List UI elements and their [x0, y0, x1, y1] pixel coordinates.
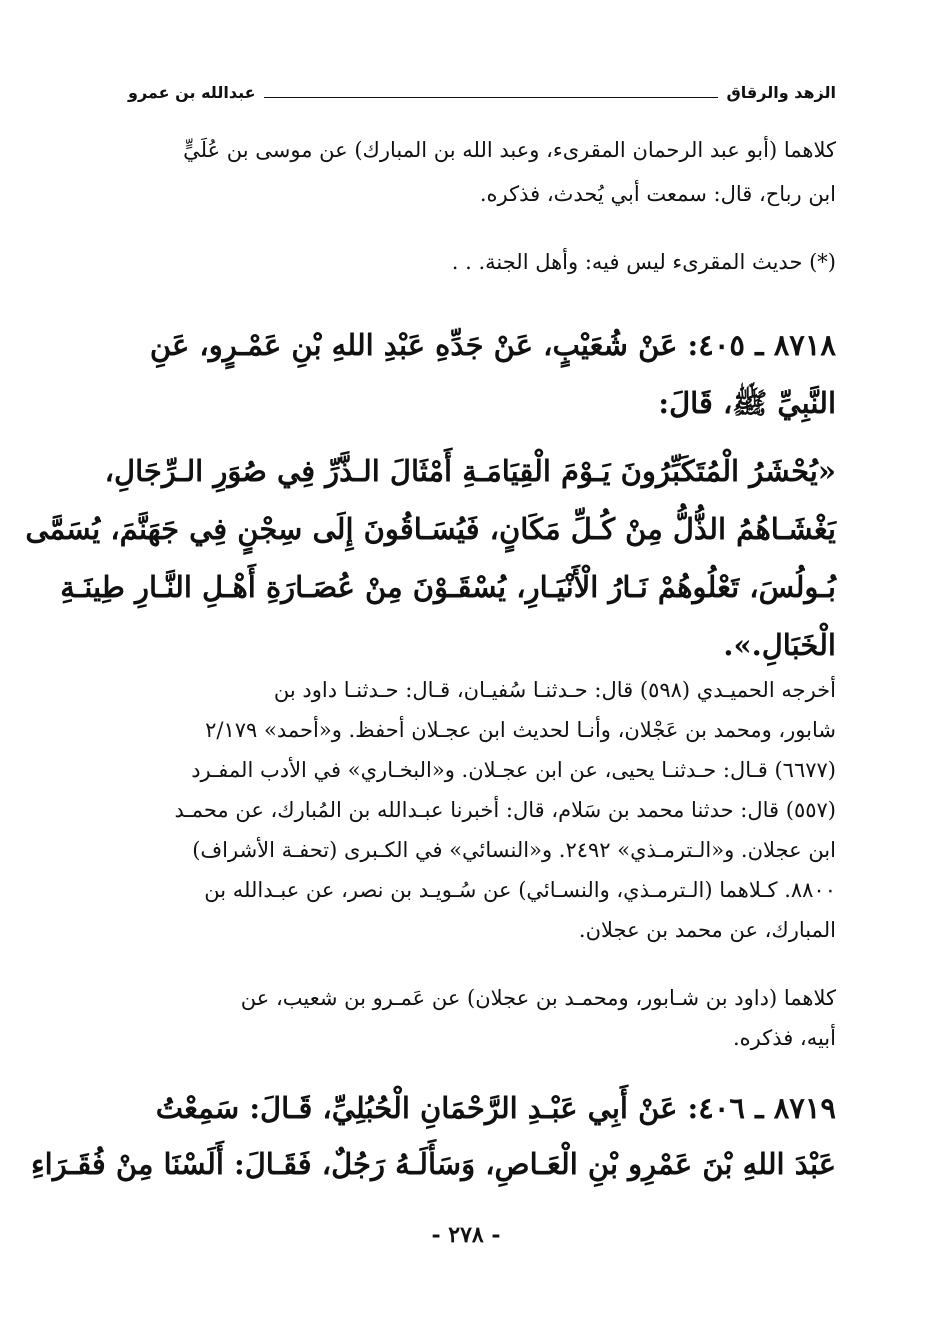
hadith-line: بُـولُسَ، تَعْلُوهُمْ نَـارُ الْأَنْيَـارِ، يُسْقَـوْنَ مِنْ عُصَـارَةِ أَهْـلِ النَّـارِ طِينَـةِ	[60, 570, 836, 604]
hadith-line: النَّبِيِّ ﷺ، قَالَ:	[658, 386, 836, 420]
takhrij-line: ابن عجلان. و«الـترمـذي» ٢٤٩٢. و«النسائي» في الكـبرى (تحفـة الأشراف)	[192, 838, 836, 862]
takhrij-line: أخرجه الحميـدي (٥٩٨) قال: حـدثنـا سُفيـان، قـال: حـدثنـا داود بن	[273, 678, 836, 702]
takhrij-line: ٨٨٠٠. كـلاهما (الـترمـذي، والنسـائي) عن سُـويـد بن نصر، عن عبـدالله بن	[204, 878, 836, 902]
takhrij-line: المبارك، عن محمد بن عجلان.	[578, 918, 836, 942]
hadith-line: ٨٧١٨ ـ ٤٠٥: عَنْ شُعَيْبٍ، عَنْ جَدِّهِ عَبْدِ اللهِ بْنِ عَمْـرٍو، عَنِ	[149, 328, 836, 362]
hadith-8719	[31, 1080, 836, 1192]
text-line: ابن رباح، قال: سمعت أبي يُحدث، فذكره.	[479, 182, 836, 206]
text-line: كلاهما (أبو عبد الرحمان المقرىء، وعبد الله بن المبارك) عن موسى بن عُلَيٍّ	[183, 138, 836, 162]
takhrij-line: (٥٥٧) قال: حدثنا محمد بن سَلام، قال: أخبرنا عبـدالله بن المُبارك، عن محمـد	[174, 798, 836, 822]
hadith-line: عَبْدَ اللهِ بْنَ عَمْرِو بْنِ الْعَـاصِ، وَسَأَلَـهُ رَجُلٌ، فَقَـالَ: أَلَسْنَا مِنْ فُقَـرَاءِ	[31, 1147, 836, 1181]
running-header	[128, 80, 836, 104]
takhrij-line: شابور، ومحمد بن عَجْلان، وأنـا لحديث ابن عجـلان أحفظ. و«أحمد» ٢/١٧٩	[205, 718, 836, 742]
hadith-line: ٨٧١٩ ـ ٤٠٦: عَنْ أَبِي عَبْـدِ الرَّحْمَانِ الْحُبُلِيِّ، قَـالَ: سَمِعْتُ	[155, 1091, 836, 1125]
text-line: كلاهما (داود بن شـابور، ومحمـد بن عجلان) عن عَمـرو بن شعيب، عن	[240, 986, 836, 1010]
hadith-line: يَغْشَـاهُمُ الذُّلُّ مِنْ كُـلِّ مَكَانٍ، فَيُسَـاقُونَ إِلَى سِجْنٍ فِي جَهَنَّمَ، يُسَمَّى	[25, 512, 836, 546]
hadith-line: «يُحْشَرُ الْمُتَكَبِّرُونَ يَـوْمَ الْقِيَامَـةِ أَمْثَالَ الـذَّرِّ فِي صُوَرِ الـرِّجَالِ،	[104, 454, 836, 488]
takhrij-paragraph	[128, 670, 836, 950]
paragraph-chain	[128, 128, 836, 216]
takhrij-line: (٦٦٧٧) قـال: حـدثنـا يحيى، عن ابن عجـلان. و«البخـاري» في الأدب المفـرد	[191, 758, 836, 782]
paragraph-chain-2	[128, 978, 836, 1058]
header-rule	[264, 97, 719, 98]
header-book-title: الزهد والرقاق	[726, 82, 836, 102]
header-section-title: عبدالله بن عمرو	[128, 82, 256, 102]
note-line: (*) حديث المقرىء ليس فيه: وأهل الجنة. . .	[451, 250, 836, 274]
page-number: - ٢٧٨ -	[431, 1222, 501, 1248]
text-line: أبيه، فذكره.	[732, 1026, 836, 1050]
hadith-8718	[25, 316, 836, 674]
footnote-note	[128, 240, 836, 284]
hadith-line: الْخَبَالِ.».	[723, 628, 836, 662]
